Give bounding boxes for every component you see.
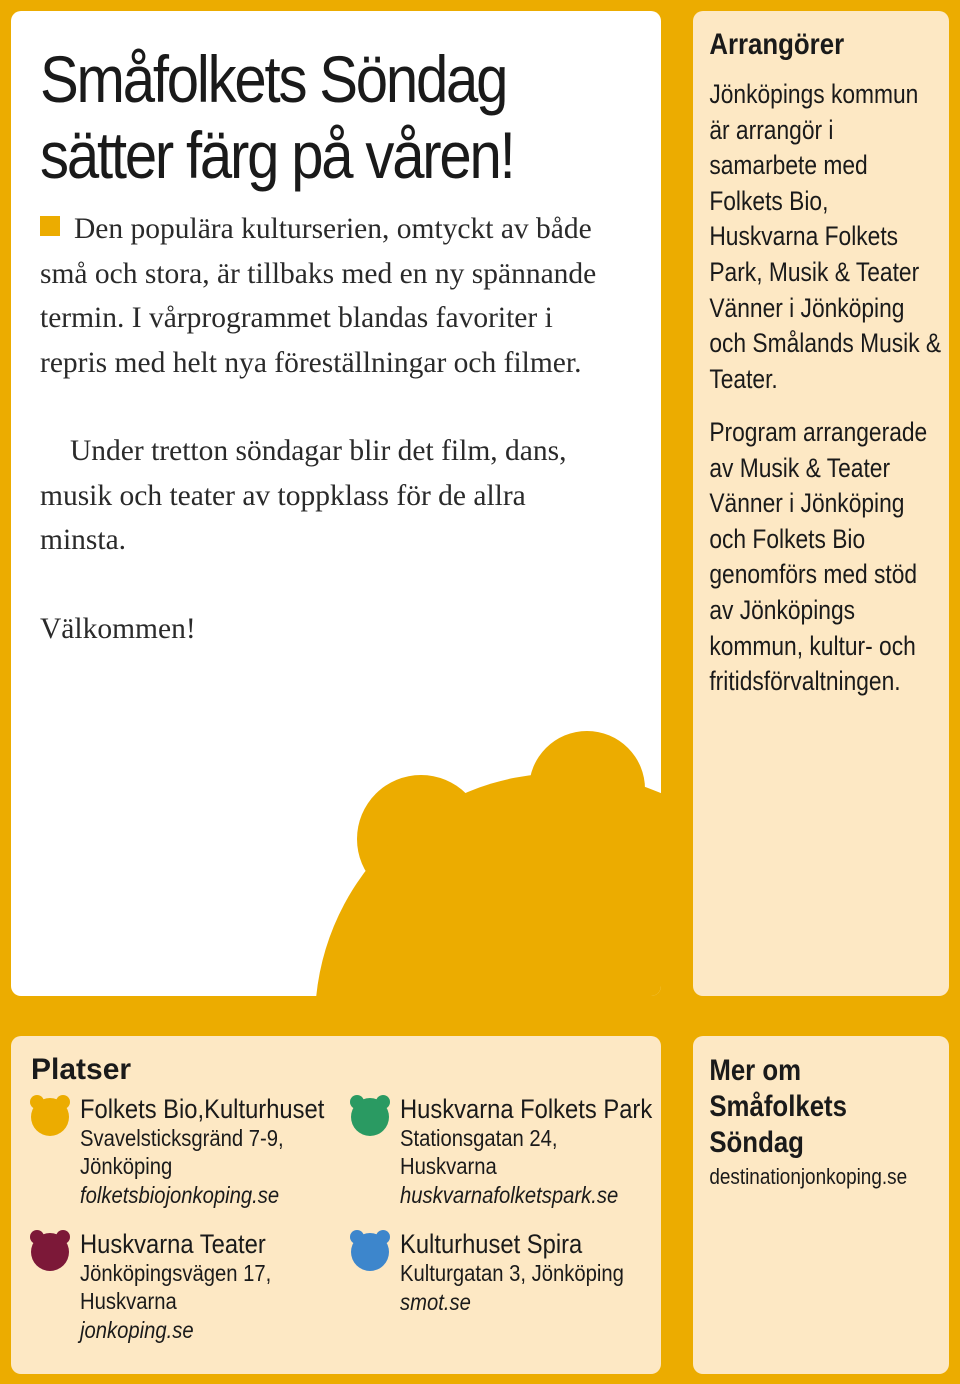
venue-link[interactable]: huskvarnafolketspark.se	[400, 1182, 619, 1208]
organizers-panel	[693, 11, 949, 996]
intro-paragraph-2: Under tretton söndagar blir det film, dans, musik och teater av toppklass för de allra minsta.	[40, 435, 567, 556]
welcome-text: Välkommen!	[40, 613, 196, 645]
venue-link[interactable]: folketsbiojonkoping.se	[80, 1182, 280, 1208]
bear-blue-icon	[350, 1229, 390, 1273]
venue-address: Svavelsticksgränd 7-9,	[80, 1125, 284, 1151]
intro-paragraph-1	[40, 207, 600, 385]
venue-name: Huskvarna Folkets Park	[400, 1094, 653, 1124]
more-info-panel	[693, 1036, 949, 1374]
square-bullet-icon	[40, 216, 60, 236]
page-title	[40, 41, 514, 193]
intro-paragraph-1-text: Den populära kulturserien, omtyckt av både små och stora, är tillbaks med en ny spännande termin. I vårprogrammet blandas favoriter i repris med helt nya föreställningar och filmer.	[40, 213, 597, 379]
venue-city: Huskvarna	[80, 1288, 177, 1314]
venue-address: Kulturgatan 3, Jönköping	[400, 1260, 624, 1286]
more-info-link[interactable]: destinationjonkoping.se	[709, 1164, 908, 1189]
venue-text	[80, 1229, 344, 1345]
venue-city: Jönköping	[80, 1153, 173, 1179]
headline-line-1: Småfolkets Söndag	[40, 42, 507, 116]
more-info-title: Mer om Småfolkets Söndag	[709, 1054, 848, 1159]
organizers-text-1: Jönköpings kommun är arrangör i samarbete med Folkets Bio, Huskvarna Folkets Park, Musik & Teater Vänner i Jönköping och Smålands Musik & Teater.	[709, 79, 942, 394]
venue-name: Kulturhuset Spira	[400, 1229, 583, 1259]
venues-panel	[11, 1036, 661, 1374]
venue-link[interactable]: smot.se	[400, 1289, 471, 1315]
venue-address: Jönköpingsvägen 17,	[80, 1260, 272, 1286]
organizers-title: Arrangörer	[709, 28, 845, 61]
venue-text	[400, 1229, 661, 1317]
venue-link[interactable]: jonkoping.se	[80, 1317, 194, 1343]
venue-name: Folkets Bio,Kulturhuset	[80, 1094, 325, 1124]
bear-maroon-icon	[30, 1229, 70, 1273]
bear-yellow-icon	[30, 1094, 70, 1138]
headline-line-2: sätter färg på våren!	[40, 118, 514, 192]
venue-name: Huskvarna Teater	[80, 1229, 266, 1259]
venue-city: Huskvarna	[400, 1153, 497, 1179]
intro-panel	[11, 11, 661, 996]
organizers-text-2: Program arrangerade av Musik & Teater Vänner i Jönköping och Folkets Bio genomförs med stöd av Jönköpings kommun, kultur- och fritidsförvaltningen.	[709, 417, 928, 697]
bear-green-icon	[350, 1094, 390, 1138]
venue-text	[80, 1094, 344, 1210]
venue-address: Stationsgatan 24,	[400, 1125, 558, 1151]
venue-text	[400, 1094, 661, 1210]
venues-title: Platser	[31, 1053, 132, 1086]
